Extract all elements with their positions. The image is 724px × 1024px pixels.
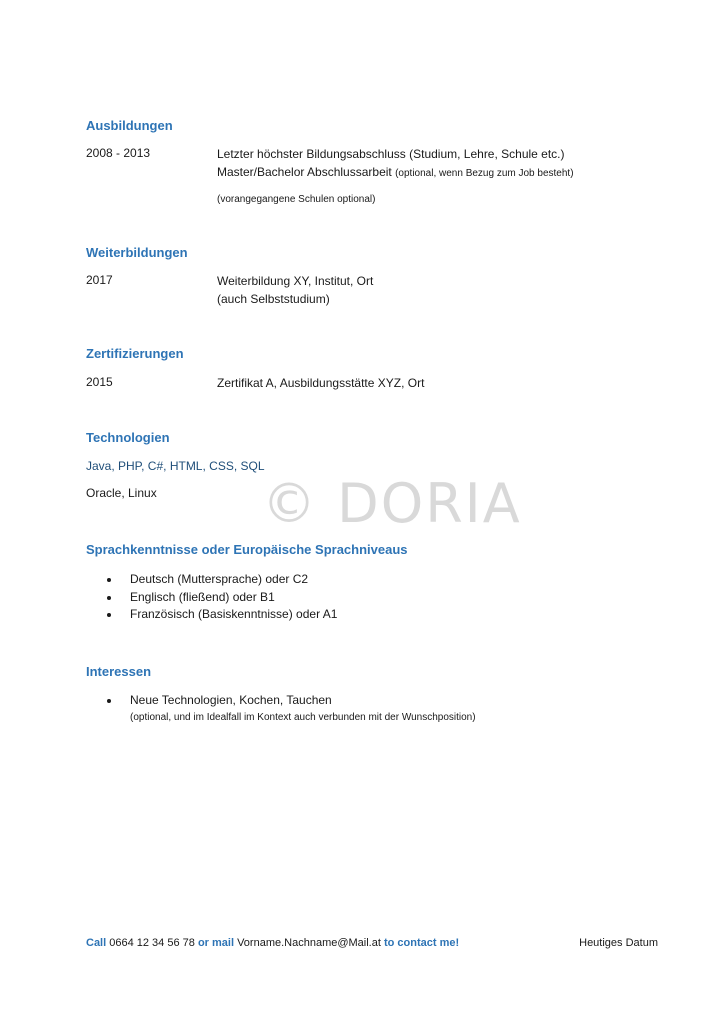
section-heading-weiterbildungen: Weiterbildungen <box>86 245 188 260</box>
footer-email[interactable]: Vorname.Nachname@Mail.at <box>234 937 384 949</box>
interessen-item-note: (optional, und im Idealfall im Kontext auch verbunden mit der Wunschposition) <box>130 711 476 723</box>
weiterbildungen-date: 2017 <box>86 273 113 287</box>
interessen-item-main: Neue Technologien, Kochen, Tauchen <box>130 693 332 707</box>
interessen-list <box>107 692 476 726</box>
list-item <box>107 692 476 726</box>
section-heading-technologien: Technologien <box>86 430 170 445</box>
ausbildungen-line3: (vorangegangene Schulen optional) <box>217 194 376 205</box>
section-heading-interessen: Interessen <box>86 664 152 679</box>
sprachen-list <box>107 571 337 624</box>
list-item: Englisch (fließend) oder B1 <box>107 589 337 607</box>
weiterbildungen-description <box>217 272 373 308</box>
section-heading-sprachen: Sprachkenntnisse oder Europäische Sprachniveaus <box>86 542 408 557</box>
ausbildungen-line2 <box>217 163 574 183</box>
watermark: © DORIA <box>262 472 522 535</box>
section-heading-ausbildungen: Ausbildungen <box>86 118 173 133</box>
technologien-languages: Java, PHP, C#, HTML, CSS, SQL <box>86 459 265 473</box>
ausbildungen-line2-note: (optional, wenn Bezug zum Job besteht) <box>395 168 574 179</box>
ausbildungen-line1: Letzter höchster Bildungsabschluss (Studium, Lehre, Schule etc.) <box>217 147 565 161</box>
technologien-systems: Oracle, Linux <box>86 486 157 500</box>
footer-phone[interactable]: 0664 12 34 56 78 <box>106 937 198 949</box>
footer-call-label: Call <box>86 937 107 949</box>
ausbildungen-description <box>217 145 574 209</box>
footer-mail-label: or mail <box>197 937 235 949</box>
ausbildungen-line2-main: Master/Bachelor Abschlussarbeit <box>217 165 392 179</box>
weiterbildungen-line1: Weiterbildung XY, Institut, Ort <box>217 274 374 288</box>
zertifizierungen-date: 2015 <box>86 375 113 389</box>
footer-contact <box>86 937 459 949</box>
list-item: Französisch (Basiskenntnisse) oder A1 <box>107 606 337 624</box>
weiterbildungen-line2: (auch Selbststudium) <box>217 292 330 306</box>
zertifizierungen-description: Zertifikat A, Ausbildungsstätte XYZ, Ort <box>217 376 425 390</box>
footer-date: Heutiges Datum <box>579 937 658 949</box>
ausbildungen-date: 2008 - 2013 <box>86 146 151 160</box>
section-heading-zertifizierungen: Zertifizierungen <box>86 346 184 361</box>
footer-contact-label: to contact me! <box>383 937 460 949</box>
list-item: Deutsch (Muttersprache) oder C2 <box>107 571 337 589</box>
